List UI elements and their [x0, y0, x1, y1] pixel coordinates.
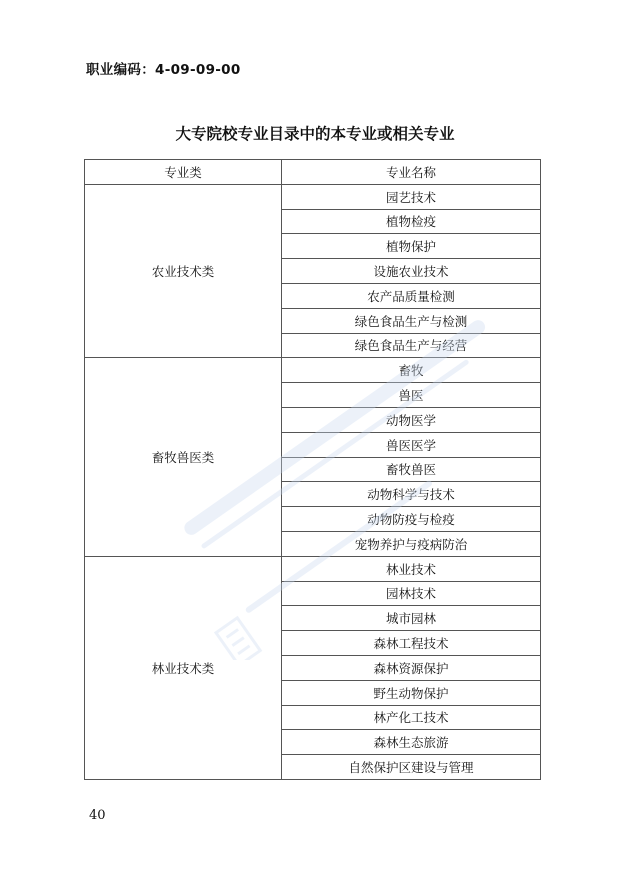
major-cell: 林产化工技术	[282, 705, 541, 730]
major-cell: 城市园林	[282, 606, 541, 631]
major-cell: 畜牧兽医	[282, 457, 541, 482]
table-row	[85, 184, 541, 209]
major-cell: 农产品质量检测	[282, 283, 541, 308]
major-cell: 园林技术	[282, 581, 541, 606]
major-cell: 野生动物保护	[282, 680, 541, 705]
major-cell: 园艺技术	[282, 184, 541, 209]
major-cell: 动物科学与技术	[282, 482, 541, 507]
major-catalog-table	[84, 159, 541, 780]
major-cell: 动物医学	[282, 407, 541, 432]
category-cell: 畜牧兽医类	[85, 358, 282, 556]
table-header-row	[85, 160, 541, 185]
column-header-category: 专业类	[85, 160, 282, 185]
major-cell: 植物保护	[282, 234, 541, 259]
major-cell: 畜牧	[282, 358, 541, 383]
major-cell: 植物检疫	[282, 209, 541, 234]
table-body	[85, 184, 541, 779]
major-cell: 宠物养护与疫病防治	[282, 531, 541, 556]
major-cell: 动物防疫与检疫	[282, 507, 541, 532]
page-title: 大专院校专业目录中的本专业或相关专业	[175, 125, 455, 143]
major-cell: 林业技术	[282, 556, 541, 581]
category-cell: 林业技术类	[85, 556, 282, 779]
page-number: 40	[89, 808, 106, 823]
major-cell: 自然保护区建设与管理	[282, 755, 541, 780]
major-cell: 兽医	[282, 383, 541, 408]
major-cell: 绿色食品生产与经营	[282, 333, 541, 358]
table-row	[85, 358, 541, 383]
major-cell: 兽医医学	[282, 432, 541, 457]
occupation-code: 职业编码：4-09-09-00	[86, 62, 241, 78]
major-cell: 绿色食品生产与检测	[282, 308, 541, 333]
table-row	[85, 556, 541, 581]
major-cell: 设施农业技术	[282, 259, 541, 284]
column-header-major: 专业名称	[282, 160, 541, 185]
major-cell: 森林资源保护	[282, 655, 541, 680]
category-cell: 农业技术类	[85, 184, 282, 358]
major-cell: 森林工程技术	[282, 631, 541, 656]
major-cell: 森林生态旅游	[282, 730, 541, 755]
